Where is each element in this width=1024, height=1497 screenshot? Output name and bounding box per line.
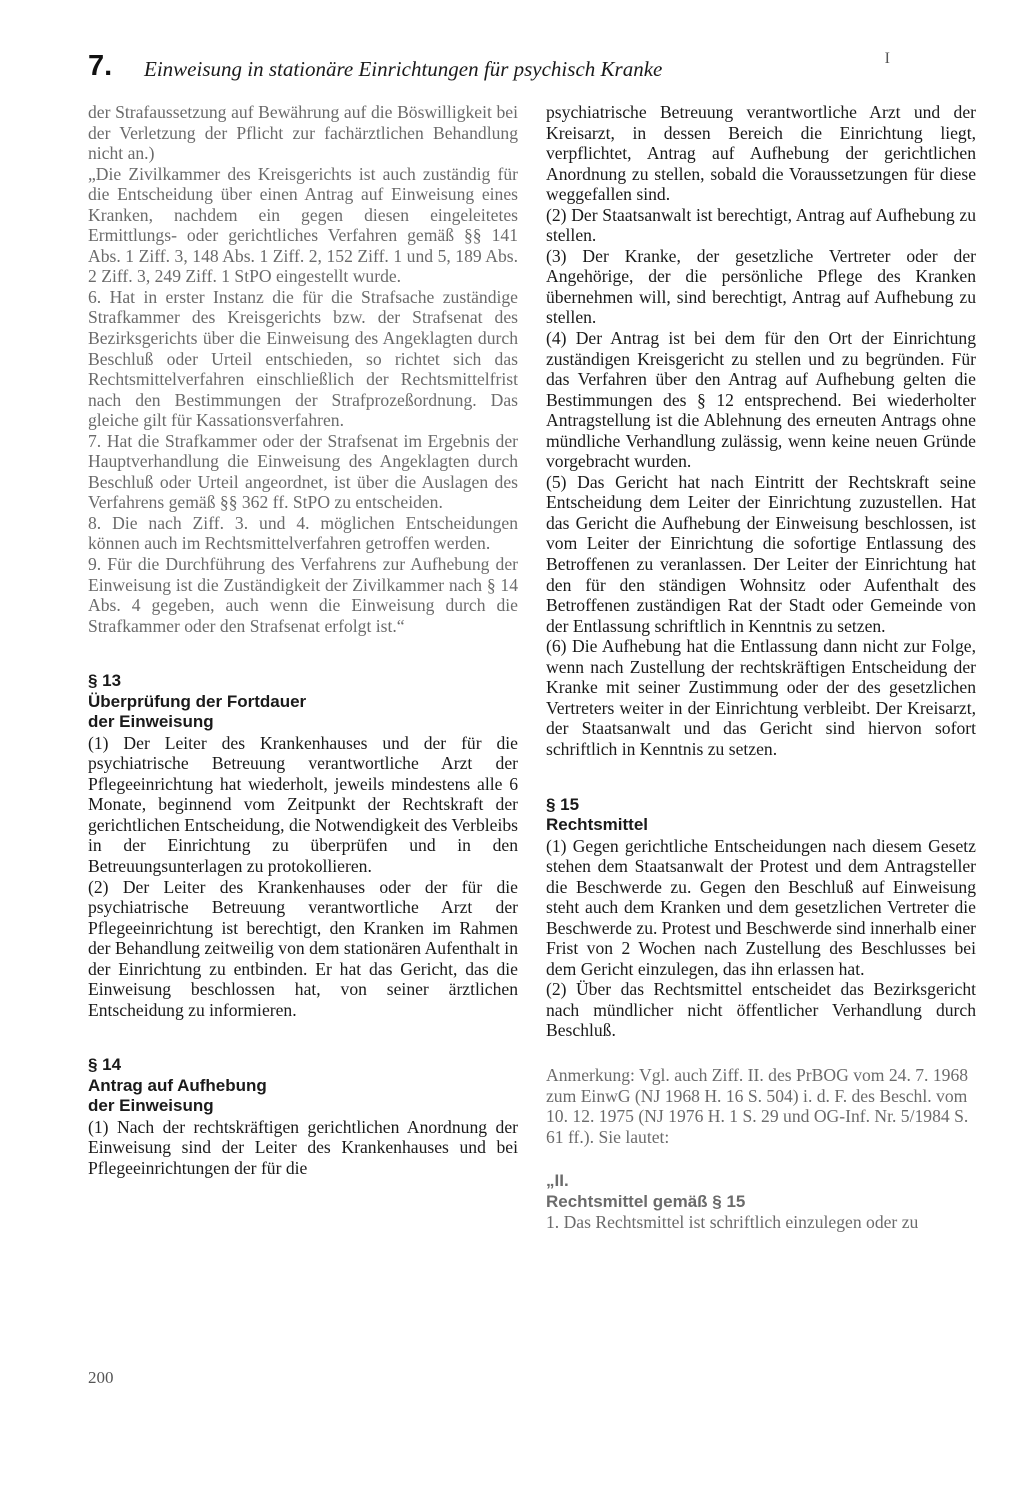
section-13-paragraph-2: (2) Der Leiter des Krankenhauses oder der für die psychiatrische Betreuung verantwortliche Arzt der Pflegeeinrichtung ist berechtigt, den Kranken im Rahmen der Behandlung zeitweilig von dem stationären Aufenthalt in der Einrichtung zu entbinden. Er hat das Gericht, das die Einweisung beschlossen hat, von seiner ärztlichen Entscheidung zu informieren. — [88, 876, 518, 1020]
section-14-paragraph-3: (3) Der Kranke, der gesetzliche Vertreter oder der Angehörige, der die persönliche Pflege des Kranken übernehmen will, sind berechtigt, Antrag auf Aufhebung zu stellen. — [546, 245, 976, 328]
section-15-title: Rechtsmittel — [546, 815, 649, 834]
annotation-note: Anmerkung: Vgl. auch Ziff. II. des PrBOG vom 24. 7. 1968 zum EinwG (NJ 1968 H. 16 S. 504) i. d. F. des Beschl. vom 10. 12. 1975 (NJ 1976 H. 1 S. 29 und OG-Inf. Nr. 5/1984 S. 61 ff.). Sie lautet: — [546, 1064, 969, 1147]
section-13-title-line1: Überprüfung der Fortdauer — [88, 691, 307, 711]
section-14-paragraph-6: (6) Die Aufhebung hat die Entlassung dann nicht zur Folge, wenn nach Zustellung der rechtskräftigen Entscheidung der Kranke mit seiner Zustimmung oder der des gesetzlichen Vertreters weiter in der Einrichtung verbleibt. Der Kreisarzt, der Staatsanwalt und das Gericht sind hiervon sofort schriftlich in Kenntnis zu setzen. — [546, 636, 976, 759]
section-15-number: § 15 — [546, 794, 580, 814]
chapter-title: Einweisung in stationäre Einrichtungen für psychisch Kranke — [144, 57, 663, 81]
section-14-title-line2: der Einweisung — [88, 1096, 214, 1116]
section-13-title-line2: der Einweisung — [88, 712, 214, 732]
item-7-paragraph: 7. Hat die Strafkammer oder der Strafsenat im Ergebnis der Hauptverhandlung die Einweisung des Angeklagten durch Beschluß oder Urteil angeordnet, ist über die Auslagen des Verfahrens gemäß §§ 362 ff. StPO zu entscheiden. — [88, 430, 518, 513]
item-6-paragraph: 6. Hat in erster Instanz die für die Strafsache zuständige Strafkammer des Kreisgerichts bzw. der Strafsenat des Bezirksgerichts über die Einweisung des Angeklagten durch Beschluß oder Urteil entschieden, so richtet sich das Rechtsmittelverfahren einschließlich der Rechtsmittelfrist nach den Bestimmungen der Strafprozeßordnung. Das gleiche gilt für Kassationsverfahren. — [88, 286, 518, 431]
section-14-paragraph-1: (1) Nach der rechtskräftigen gerichtlichen Anordnung der Einweisung sind der Leiter des Krankenhauses und bei Pflegeeinrichtungen der für die — [88, 1116, 518, 1178]
quoted-paragraph: „Die Zivilkammer des Kreisgerichts ist auch zuständig für die Entscheidung über einen Antrag auf Einweisung eines Kranken, nachdem ein gegen diesen eingeleitetes Ermittlungs- oder gerichtliches Verfahren gemäß §§ 141 Abs. 1 Ziff. 3, 148 Abs. 1 Ziff. 2, 152 Ziff. 1 und 5, 189 Abs. 2 Ziff. 3, 249 Ziff. 1 StPO eingestellt wurde. — [88, 163, 518, 287]
section-15-paragraph-2: (2) Über das Rechtsmittel entscheidet das Bezirksgericht nach mündlicher nicht öffentlicher Verhandlung durch Beschluß. — [546, 979, 976, 1041]
page-number: 200 — [88, 1368, 114, 1387]
item-9-paragraph: 9. Für die Durchführung des Verfahrens zur Aufhebung der Einweisung ist die Zuständigkeit der Zivilkammer nach § 14 Abs. 4 gegeben, auch wenn die Einweisung durch die Strafkammer oder den Strafsenat erfolgt ist.“ — [88, 554, 518, 636]
header-mark: I — [884, 50, 890, 67]
section-14-paragraph-5: (5) Das Gericht hat nach Eintritt der Rechtskraft seine Entscheidung dem Leiter der Einrichtung zuzustellen. Hat das Gericht die Aufhebung der Einweisung beschlossen, ist vom Leiter der Einrichtung die sofortige Entlassung des Betroffenen zu veranlassen. Der Leiter der Einrichtung hat den für den ständigen Wohnsitz oder Aufenthalt des Betroffenen zuständigen Rat der Stadt oder Gemeinde von der Entlassung schriftlich in Kenntnis zu setzen. — [546, 471, 976, 636]
annotation-last-line: 1. Das Rechtsmittel ist schriftlich einzulegen oder zu — [546, 1212, 919, 1233]
right-column — [546, 102, 976, 1233]
section-13-paragraph-1: (1) Der Leiter des Krankenhauses und der für die psychiatrische Betreuung verantwortliche Arzt der Pflegeeinrichtung hat wiederholt, jeweils mindestens alle 6 Monate, beginnend vom Zeitpunkt der Rechtskraft der gerichtlichen Entscheidung, die Notwendigkeit des Verbleibs in der Einrichtung zu überprüfen und in den Betreuungsunterlagen zu protokollieren. — [88, 732, 518, 876]
section-14-paragraph-4: (4) Der Antrag ist bei dem für den Ort der Einrichtung zuständigen Kreisgericht zu stellen und zu begründen. Für das Verfahren über den Antrag auf Aufhebung gelten die Bestimmungen des § 12 entsprechend. Bei wiederholter Antragstellung ist die Ablehnung des erneuten Antrags ohne mündliche Verhandlung zulässig, wenn keine neuen Gründe vorgebracht wurden. — [546, 328, 976, 472]
annotation-quote-open: „II. — [546, 1171, 569, 1191]
section-14-number: § 14 — [88, 1055, 122, 1075]
section-14-continued: psychiatrische Betreuung verantwortliche Arzt und der Kreisarzt, in dessen Bereich die Einrichtung liegt, verpflichtet, Antrag auf Aufhebung der gerichtlichen Anordnung zu stellen, sobald die Voraussetzungen für diese weggefallen sind. — [546, 102, 976, 205]
section-15-paragraph-1: (1) Gegen gerichtliche Entscheidungen nach diesem Gesetz stehen dem Staatsanwalt der Protest und dem Antragsteller die Beschwerde zu. Gegen den Beschluß auf Einweisung steht auch dem Kranken und dem gesetzlichen Vertreter die Beschwerde zu. Protest und Beschwerde sind innerhalb einer Frist von 2 Wochen nach Zustellung des Beschlusses bei dem Gericht einzulegen, das ihn erlassen hat. — [546, 835, 976, 979]
continued-paragraph: der Strafaussetzung auf Bewährung auf die Böswilligkeit bei der Verletzung der Pflicht zur fachärztlichen Behandlung nicht an.) — [88, 102, 518, 164]
section-14-paragraph-2: (2) Der Staatsanwalt ist berechtigt, Antrag auf Aufhebung zu stellen. — [546, 204, 976, 246]
page-header — [88, 50, 978, 86]
annotation-heading: Rechtsmittel gemäß § 15 — [546, 1191, 746, 1211]
item-8-paragraph: 8. Die nach Ziff. 3. und 4. möglichen Entscheidungen können auch im Rechtsmittelverfahren getroffen werden. — [88, 512, 518, 554]
section-13-number: § 13 — [88, 671, 122, 691]
chapter-number: 7. — [88, 50, 113, 82]
left-column — [88, 102, 518, 1179]
section-14-title-line1: Antrag auf Aufhebung — [88, 1075, 267, 1095]
